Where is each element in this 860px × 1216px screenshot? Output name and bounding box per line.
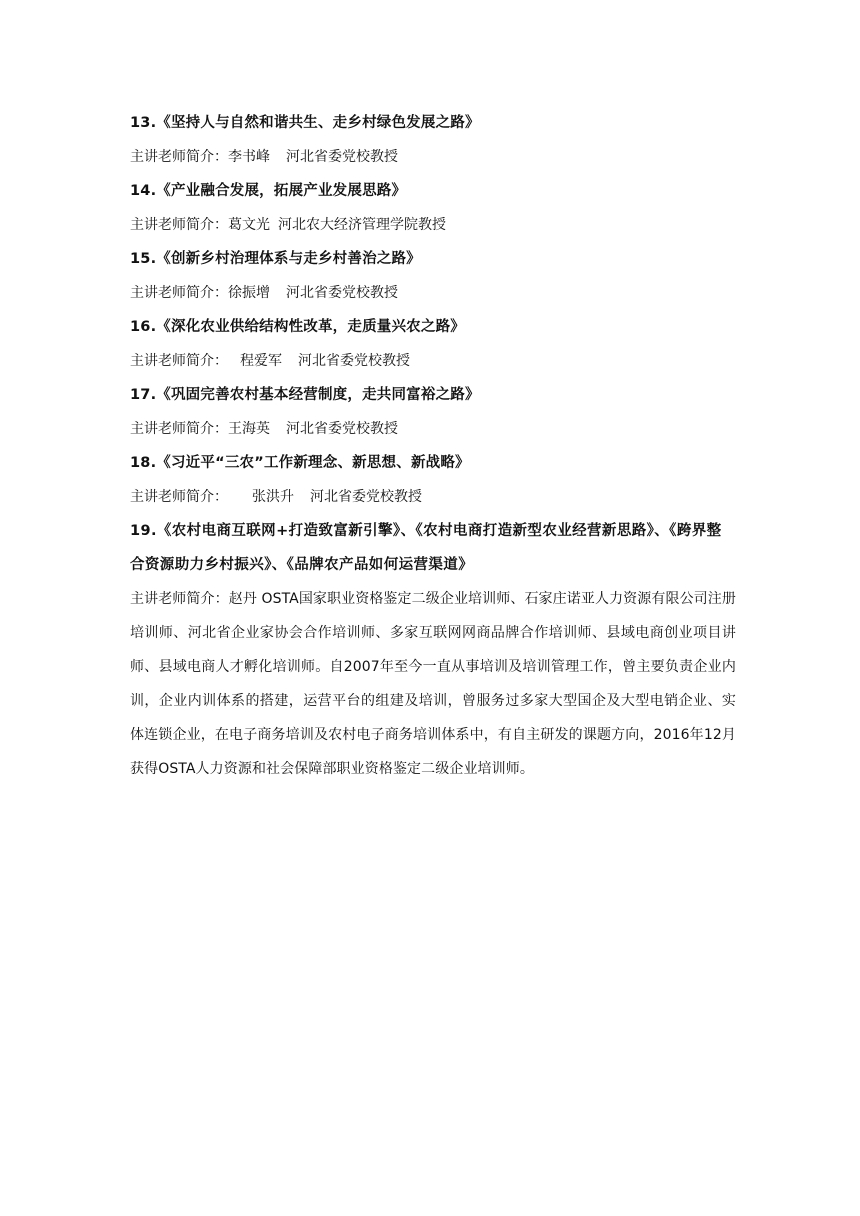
item-19-title: 19.《农村电商互联网+打造致富新引擎》、《农村电商打造新型农业经营新思路》、《跨界整合资源助力乡村振兴》、《品牌农产品如何运营渠道》: [130, 523, 722, 573]
teacher-affiliation: 河北省委党校教授: [298, 353, 410, 369]
teacher-label: 主讲老师简介：: [130, 285, 228, 301]
teacher-name: 李书峰: [228, 149, 270, 165]
teacher-affiliation: 河北省委党校教授: [286, 285, 398, 301]
item-19-teacher-bio: 主讲老师简介：赵丹 OSTA国家职业资格鉴定二级企业培训师、石家庄诺亚人力资源有限公司注册培训师、河北省企业家协会合作培训师、多家互联网网商品牌合作培训师、县域电商创业项目讲师、县域电商人才孵化培训师。自2007年至今一直从事培训及培训管理工作，曾主要负责企业内训，企业内训体系的搭建，运营平台的组建及培训，曾服务过多家大型国企及大型电销企业、实体连锁企业，在电子商务培训及农村电子商务培训体系中，有自主研发的课题方向，2016年12月获得OSTA人力资源和社会保障部职业资格鉴定二级企业培训师。: [130, 591, 736, 777]
teacher-name: 王海英: [228, 421, 270, 437]
teacher-name: 徐振增: [228, 285, 270, 301]
teacher-label: 主讲老师简介：: [130, 353, 228, 369]
teacher-label: 主讲老师简介：: [130, 217, 228, 233]
item-16-title: 16.《深化农业供给结构性改革，走质量兴农之路》: [130, 319, 465, 335]
teacher-label: 主讲老师简介：: [130, 489, 228, 505]
item-13-teacher: [130, 140, 736, 174]
item-14-title: 14.《产业融合发展，拓展产业发展思路》: [130, 183, 407, 199]
item-13-title: 13.《坚持人与自然和谐共生、走乡村绿色发展之路》: [130, 115, 480, 131]
teacher-name: 葛文光: [228, 217, 270, 233]
teacher-affiliation: 河北省委党校教授: [310, 489, 422, 505]
item-17-teacher: [130, 412, 736, 446]
teacher-label: 主讲老师简介：: [130, 421, 228, 437]
teacher-name: 程爱军: [240, 353, 282, 369]
item-14-teacher: [130, 208, 736, 242]
teacher-affiliation: 河北农大经济管理学院教授: [278, 217, 446, 233]
document-page: [130, 106, 736, 786]
teacher-label: 主讲老师简介：: [130, 149, 228, 165]
item-15-title: 15.《创新乡村治理体系与走乡村善治之路》: [130, 251, 421, 267]
teacher-affiliation: 河北省委党校教授: [286, 149, 398, 165]
item-18-teacher: [130, 480, 736, 514]
item-15-teacher: [130, 276, 736, 310]
teacher-affiliation: 河北省委党校教授: [286, 421, 398, 437]
item-18-title: 18.《习近平“三农”工作新理念、新思想、新战略》: [130, 455, 470, 471]
teacher-name: 张洪升: [252, 489, 294, 505]
item-16-teacher: [130, 344, 736, 378]
item-17-title: 17.《巩固完善农村基本经营制度，走共同富裕之路》: [130, 387, 480, 403]
